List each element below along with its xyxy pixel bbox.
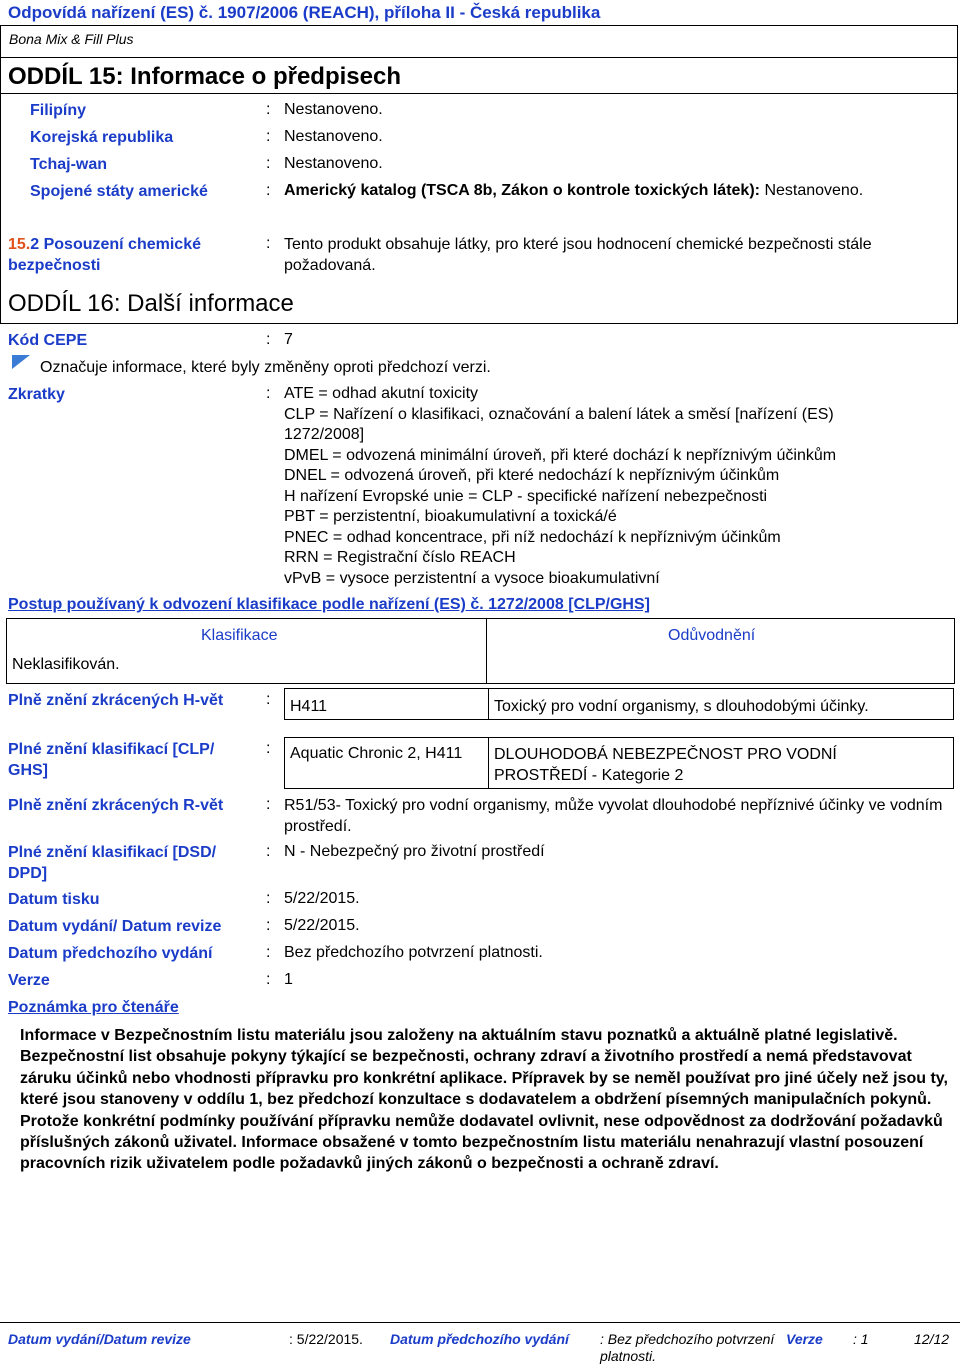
reader-note-text: Informace v Bezpečnostním listu materiálu jsou založeny na aktuálním stavu poznatků a aktuálně platné legislativě. Bezpečnostní list obsahuje pokyny týkající se bezpečnosti, ochrany zdraví a životního prostředí a nemá představovat záruku účinků nebo vhodnosti přípravku pro konkrétní aplikace. Přípravek by se neměl používat pro jiné účely než jsou ty, které jsou stanoveny v oddílu 1, bez předchozí konzultace s dodavatelem a obdržení písemných manipulačních pokynů. Protože konkrétní podmínky používání přípravku nemůže dodavatel ovlivnit, nese odpovědnost za dodržování požadavků příslušných zákonů uživatel. Informace obsažené v tomto bezpečnostním listu materiálu nenahrazují vlastní posouzení pracovních rizik uživatelem podle požadavků jiných zákonů o bezpečnosti a ochraně zdraví. xyxy=(20,1027,948,1173)
assessment-num: 15. xyxy=(8,236,31,253)
procedure-title: Postup používaný k odvození klasifikace podle nařízení (ES) č. 1272/2008 [CLP/GHS] xyxy=(8,596,650,613)
h-code: H411 xyxy=(290,698,328,715)
abbr-item: 1272/2008] xyxy=(284,426,365,443)
footer-version-label: Verze xyxy=(786,1331,823,1347)
footer-version-value: : 1 xyxy=(853,1331,869,1347)
value-usa-bold: Americký katalog (TSCA 8b, Zákon o kontrole toxických látek): xyxy=(284,182,760,199)
abbr-item: DMEL = odvozená minimální úroveň, při které dochází k nepříznivým účinkům xyxy=(284,446,837,464)
dsd-text: N - Nebezpečný pro životní prostředí xyxy=(284,843,545,860)
value-version: 1 xyxy=(284,971,293,988)
footer-divider xyxy=(0,1322,960,1323)
colon: : xyxy=(266,843,271,860)
value-philippines: Nestanoveno. xyxy=(284,101,383,118)
label-taiwan: Tchaj-wan xyxy=(30,156,108,173)
classification-table xyxy=(6,618,955,684)
label-dsd: Plné znění klasifikací [DSD/ DPD] xyxy=(8,844,217,882)
colon: : xyxy=(266,890,271,907)
value-print-date: 5/22/2015. xyxy=(284,890,360,907)
product-name: Bona Mix & Fill Plus xyxy=(9,31,134,47)
label-reader-note: Poznámka pro čtenáře xyxy=(8,999,179,1016)
label-clp: Plné znění klasifikací [CLP/ GHS] xyxy=(8,741,215,779)
colon: : xyxy=(266,944,271,961)
abbr-item: CLP = Nařízení o klasifikaci, označování a balení látek a směsí [nařízení (ES) xyxy=(284,405,834,423)
abbr-item: PNEC = odhad koncentrace, při níž nedochází k nepříznivým účinkům xyxy=(284,528,781,546)
clp-code: Aquatic Chronic 2, H411 xyxy=(290,745,463,762)
abbreviations-list xyxy=(284,384,954,589)
abbr-item: ATE = odhad akutní toxicity xyxy=(284,385,479,402)
label-cepe: Kód CEPE xyxy=(8,332,88,349)
value-taiwan: Nestanoveno. xyxy=(284,155,383,172)
footer-previous-label: Datum předchozího vydání xyxy=(390,1331,569,1347)
colon: : xyxy=(266,971,271,988)
label-korea: Korejská republika xyxy=(30,129,174,146)
r-text: R51/53- Toxický pro vodní organismy, může vyvolat dlouhodobé nepříznivé účinky ve vodním prostředí. xyxy=(284,797,943,835)
colon: : xyxy=(266,796,271,813)
abbr-item: PBT = perzistentní, bioakumulativní a toxická/é xyxy=(284,508,617,525)
label-previous-date: Datum předchozího vydání xyxy=(8,945,213,962)
footer-page-number: 12/12 xyxy=(914,1331,950,1347)
table-col-divider xyxy=(486,618,487,684)
label-h-statements: Plně znění zkrácených H-vět xyxy=(8,692,224,709)
value-usa xyxy=(284,181,863,201)
changed-marker-icon xyxy=(12,355,32,371)
colon: : xyxy=(266,155,271,172)
assessment-label: 2 Posouzení chemické bezpečnosti xyxy=(8,236,201,274)
abbr-item: vPvB = vysoce perzistentní a vysoce bioakumulativní xyxy=(284,569,660,587)
abbr-item: DNEL = odvozená úroveň, při které nedochází k nepříznivým účinkům xyxy=(284,467,780,484)
label-abbreviations: Zkratky xyxy=(8,386,65,403)
table-col-divider xyxy=(488,688,489,720)
value-assessment: Tento produkt obsahuje látky, pro které jsou hodnocení chemické bezpečnosti stále požadovaná. xyxy=(284,236,872,274)
abbr-item: H nařízení Evropské unie = CLP - specifické nařízení nebezpečnosti xyxy=(284,487,768,505)
colon: : xyxy=(266,385,271,402)
label-assessment xyxy=(8,234,248,276)
colon: : xyxy=(266,128,271,145)
table-col-divider xyxy=(488,737,489,789)
section15-title: ODDÍL 15: Informace o předpisech xyxy=(8,63,401,90)
divider xyxy=(0,93,958,94)
colon: : xyxy=(266,182,271,199)
colon: : xyxy=(266,235,271,252)
value-cepe: 7 xyxy=(284,331,293,348)
changed-note: Označuje informace, které byly změněny oproti předchozí verzi. xyxy=(40,359,491,376)
value-korea: Nestanoveno. xyxy=(284,128,383,145)
abbr-item: RRN = Registrační číslo REACH xyxy=(284,549,516,566)
clp-text: DLOUHODOBÁ NEBEZPEČNOST PRO VODNÍ PROSTŘEDÍ - Kategorie 2 xyxy=(494,746,837,784)
footer-issue-label: Datum vydání/Datum revize xyxy=(8,1331,191,1347)
label-philippines: Filipíny xyxy=(30,102,86,119)
label-r-statements: Plně znění zkrácených R-vět xyxy=(8,797,224,814)
label-version: Verze xyxy=(8,972,50,989)
colon: : xyxy=(266,691,271,708)
footer-previous-value: : Bez předchozího potvrzení platnosti. xyxy=(600,1331,775,1364)
label-issue-date: Datum vydání/ Datum revize xyxy=(8,918,222,935)
h-text: Toxický pro vodní organismy, s dlouhodobými účinky. xyxy=(494,698,869,715)
table-header-justification: Odůvodnění xyxy=(668,627,756,644)
value-usa-text: Nestanoveno. xyxy=(764,182,864,199)
footer-issue-value: : 5/22/2015. xyxy=(289,1331,363,1347)
value-issue-date: 5/22/2015. xyxy=(284,917,360,934)
label-usa: Spojené státy americké xyxy=(30,183,208,200)
table-cell-classification: Neklasifikován. xyxy=(12,656,120,673)
table-header-classification: Klasifikace xyxy=(201,627,278,644)
value-previous-date: Bez předchozího potvrzení platnosti. xyxy=(284,944,543,961)
colon: : xyxy=(266,101,271,118)
colon: : xyxy=(266,740,271,757)
label-print-date: Datum tisku xyxy=(8,891,100,908)
regulation-header: Odpovídá nařízení (ES) č. 1907/2006 (REACH), příloha II - Česká republika xyxy=(8,3,601,22)
product-box xyxy=(0,25,958,58)
section16-title: ODDÍL 16: Další informace xyxy=(8,290,294,317)
colon: : xyxy=(266,331,271,348)
colon: : xyxy=(266,917,271,934)
